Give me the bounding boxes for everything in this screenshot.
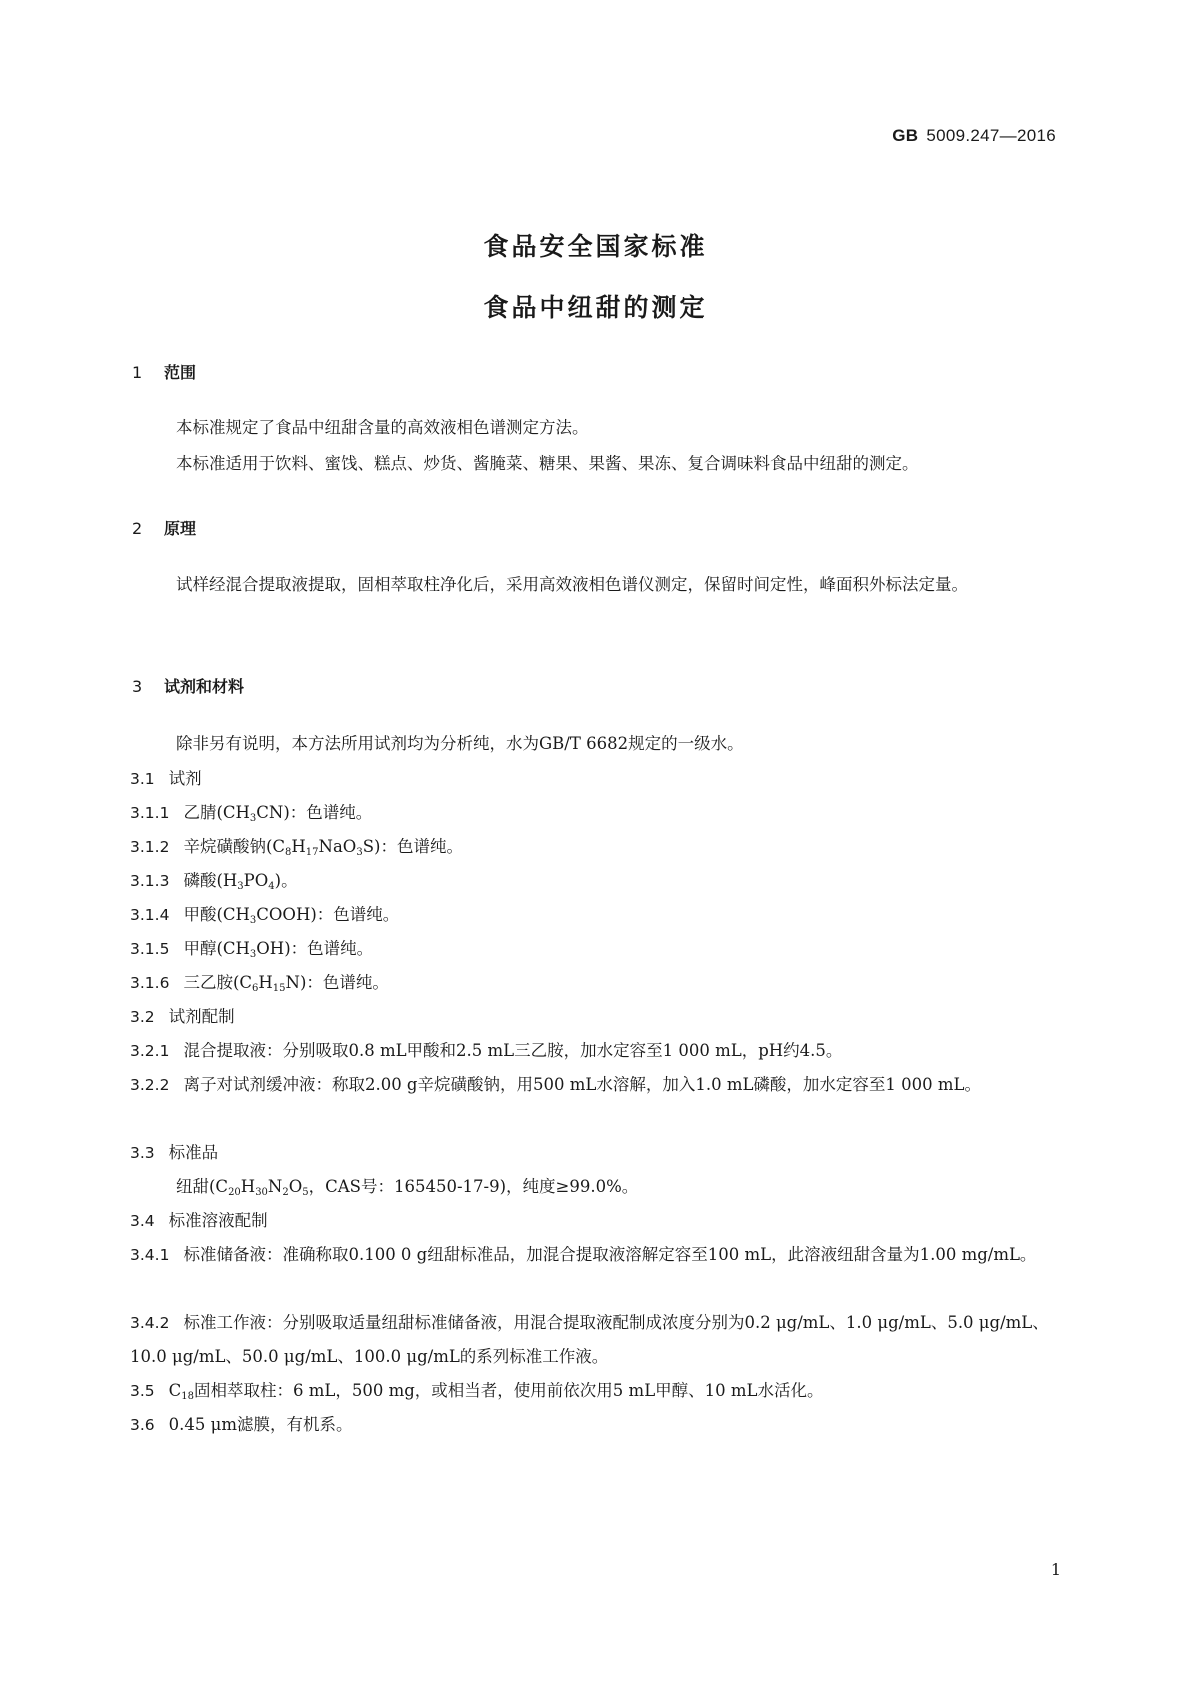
principle-paragraph: 试样经混合提取液提取，固相萃取柱净化后，采用高效液相色谱仪测定，保留时间定性，峰面积外标法定量。 [176, 575, 968, 594]
clause-text: 离子对试剂缓冲液：称取2.00 g辛烷磺酸钠，用500 mL水溶解，加入1.0 mL磷酸，加水定容至1 000 mL。 [183, 1075, 982, 1094]
clause-text: 混合提取液：分别吸取0.8 mL甲酸和2.5 mL三乙胺，加水定容至1 000 mL，pH约4.5。 [183, 1041, 843, 1060]
document-title: 食品安全国家标准 [483, 232, 708, 261]
clause-3-4-2 [130, 1306, 1060, 1374]
document-subtitle: 食品中纽甜的测定 [483, 293, 708, 322]
section-title: 试剂和材料 [164, 677, 245, 696]
clause-number: 3.2 [130, 1008, 155, 1026]
clause-number: 3.3 [130, 1144, 155, 1162]
clause-3-2-1 [130, 1034, 1060, 1068]
clause-text: 试剂 [168, 769, 202, 788]
clause-number: 3.4.2 [130, 1314, 170, 1332]
clause-text: 标准工作液：分别吸取适量纽甜标准储备液，用混合提取液配制成浓度分别为0.2 μg/mL、1.0 μg/mL、5.0 μg/mL、10.0 μg/mL、50.0 μg/mL、100.0 μg/mL的系列标准工作液。 [130, 1313, 1049, 1366]
reference-material-line: 纽甜($C_{20}H_{30}N_2O_5$，CAS号：165450-17-9)，纯度≥99.0%。 [176, 1177, 639, 1198]
section-number: 1 [132, 363, 143, 382]
clause-text: 辛烷磺酸钠$(C_8H_{17}NaO_3S)$：色谱纯。 [183, 837, 463, 858]
clause-number: 3.1.1 [130, 804, 170, 822]
clause-3-4-1 [130, 1238, 1060, 1272]
clause-number: 3.1.6 [130, 974, 170, 992]
section-number: 2 [132, 519, 143, 538]
section-2-heading [132, 516, 196, 539]
clause-number: 3.1.2 [130, 838, 170, 856]
clause-text: 标准品 [168, 1143, 219, 1162]
section-title: 原理 [164, 519, 197, 538]
standard-number: 5009.247—2016 [926, 126, 1056, 145]
clause-text: 甲醇$(CH_3OH)$：色谱纯。 [183, 939, 374, 960]
clause-text: 标准储备液：准确称取0.100 0 g纽甜标准品，加混合提取液溶解定容至100 mL，此溶液纽甜含量为1.00 mg/mL。 [183, 1245, 1037, 1264]
clause-3-1 [130, 762, 1060, 796]
clause-3-4 [130, 1204, 1060, 1238]
clause-3-2 [130, 1000, 1060, 1034]
section-number: 3 [132, 677, 143, 696]
clause-text: 磷酸$(H_3PO_4)$。 [183, 871, 298, 892]
clause-number: 3.4 [130, 1212, 155, 1230]
clause-number: 3.1.3 [130, 872, 170, 890]
clause-3-6 [130, 1408, 1060, 1442]
clause-text: $C_{18}$固相萃取柱：6 mL，500 mg，或相当者，使用前依次用5 mL甲醇、10 mL水活化。 [168, 1381, 824, 1402]
clause-text: 甲酸$(CH_3COOH)$：色谱纯。 [183, 905, 400, 926]
scope-paragraph-2: 本标准适用于饮料、蜜饯、糕点、炒货、酱腌菜、糖果、果酱、果冻、复合调味料食品中纽甜的测定。 [176, 454, 919, 473]
standard-code [892, 126, 1056, 146]
scope-paragraph-1: 本标准规定了食品中纽甜含量的高效液相色谱测定方法。 [176, 418, 589, 437]
clause-text: 试剂配制 [168, 1007, 235, 1026]
clause-number: 3.1.4 [130, 906, 170, 924]
clause-number: 3.2.1 [130, 1042, 170, 1060]
section-3-heading [132, 674, 244, 697]
clause-text: 0.45 μm滤膜，有机系。 [168, 1415, 353, 1434]
clause-number: 3.6 [130, 1416, 155, 1434]
clause-number: 3.1.5 [130, 940, 170, 958]
clause-number: 3.1 [130, 770, 155, 788]
clause-text: 乙腈$(CH_3CN)$：色谱纯。 [183, 803, 373, 824]
clause-number: 3.2.2 [130, 1076, 170, 1094]
clause-text: 三乙胺$(C_6H_{15}N)$：色谱纯。 [183, 973, 389, 994]
section-1-heading [132, 360, 196, 383]
clause-number: 3.5 [130, 1382, 155, 1400]
clause-number: 3.4.1 [130, 1246, 170, 1264]
page-number: 1 [1050, 1560, 1061, 1579]
reagents-intro: 除非另有说明，本方法所用试剂均为分析纯，水为GB/T 6682规定的一级水。 [176, 734, 744, 753]
clause-3-2-2 [130, 1068, 1060, 1102]
standard-prefix: GB [892, 126, 919, 145]
clause-3-3 [130, 1136, 1060, 1170]
clause-text: 标准溶液配制 [168, 1211, 268, 1230]
section-title: 范围 [164, 363, 197, 382]
